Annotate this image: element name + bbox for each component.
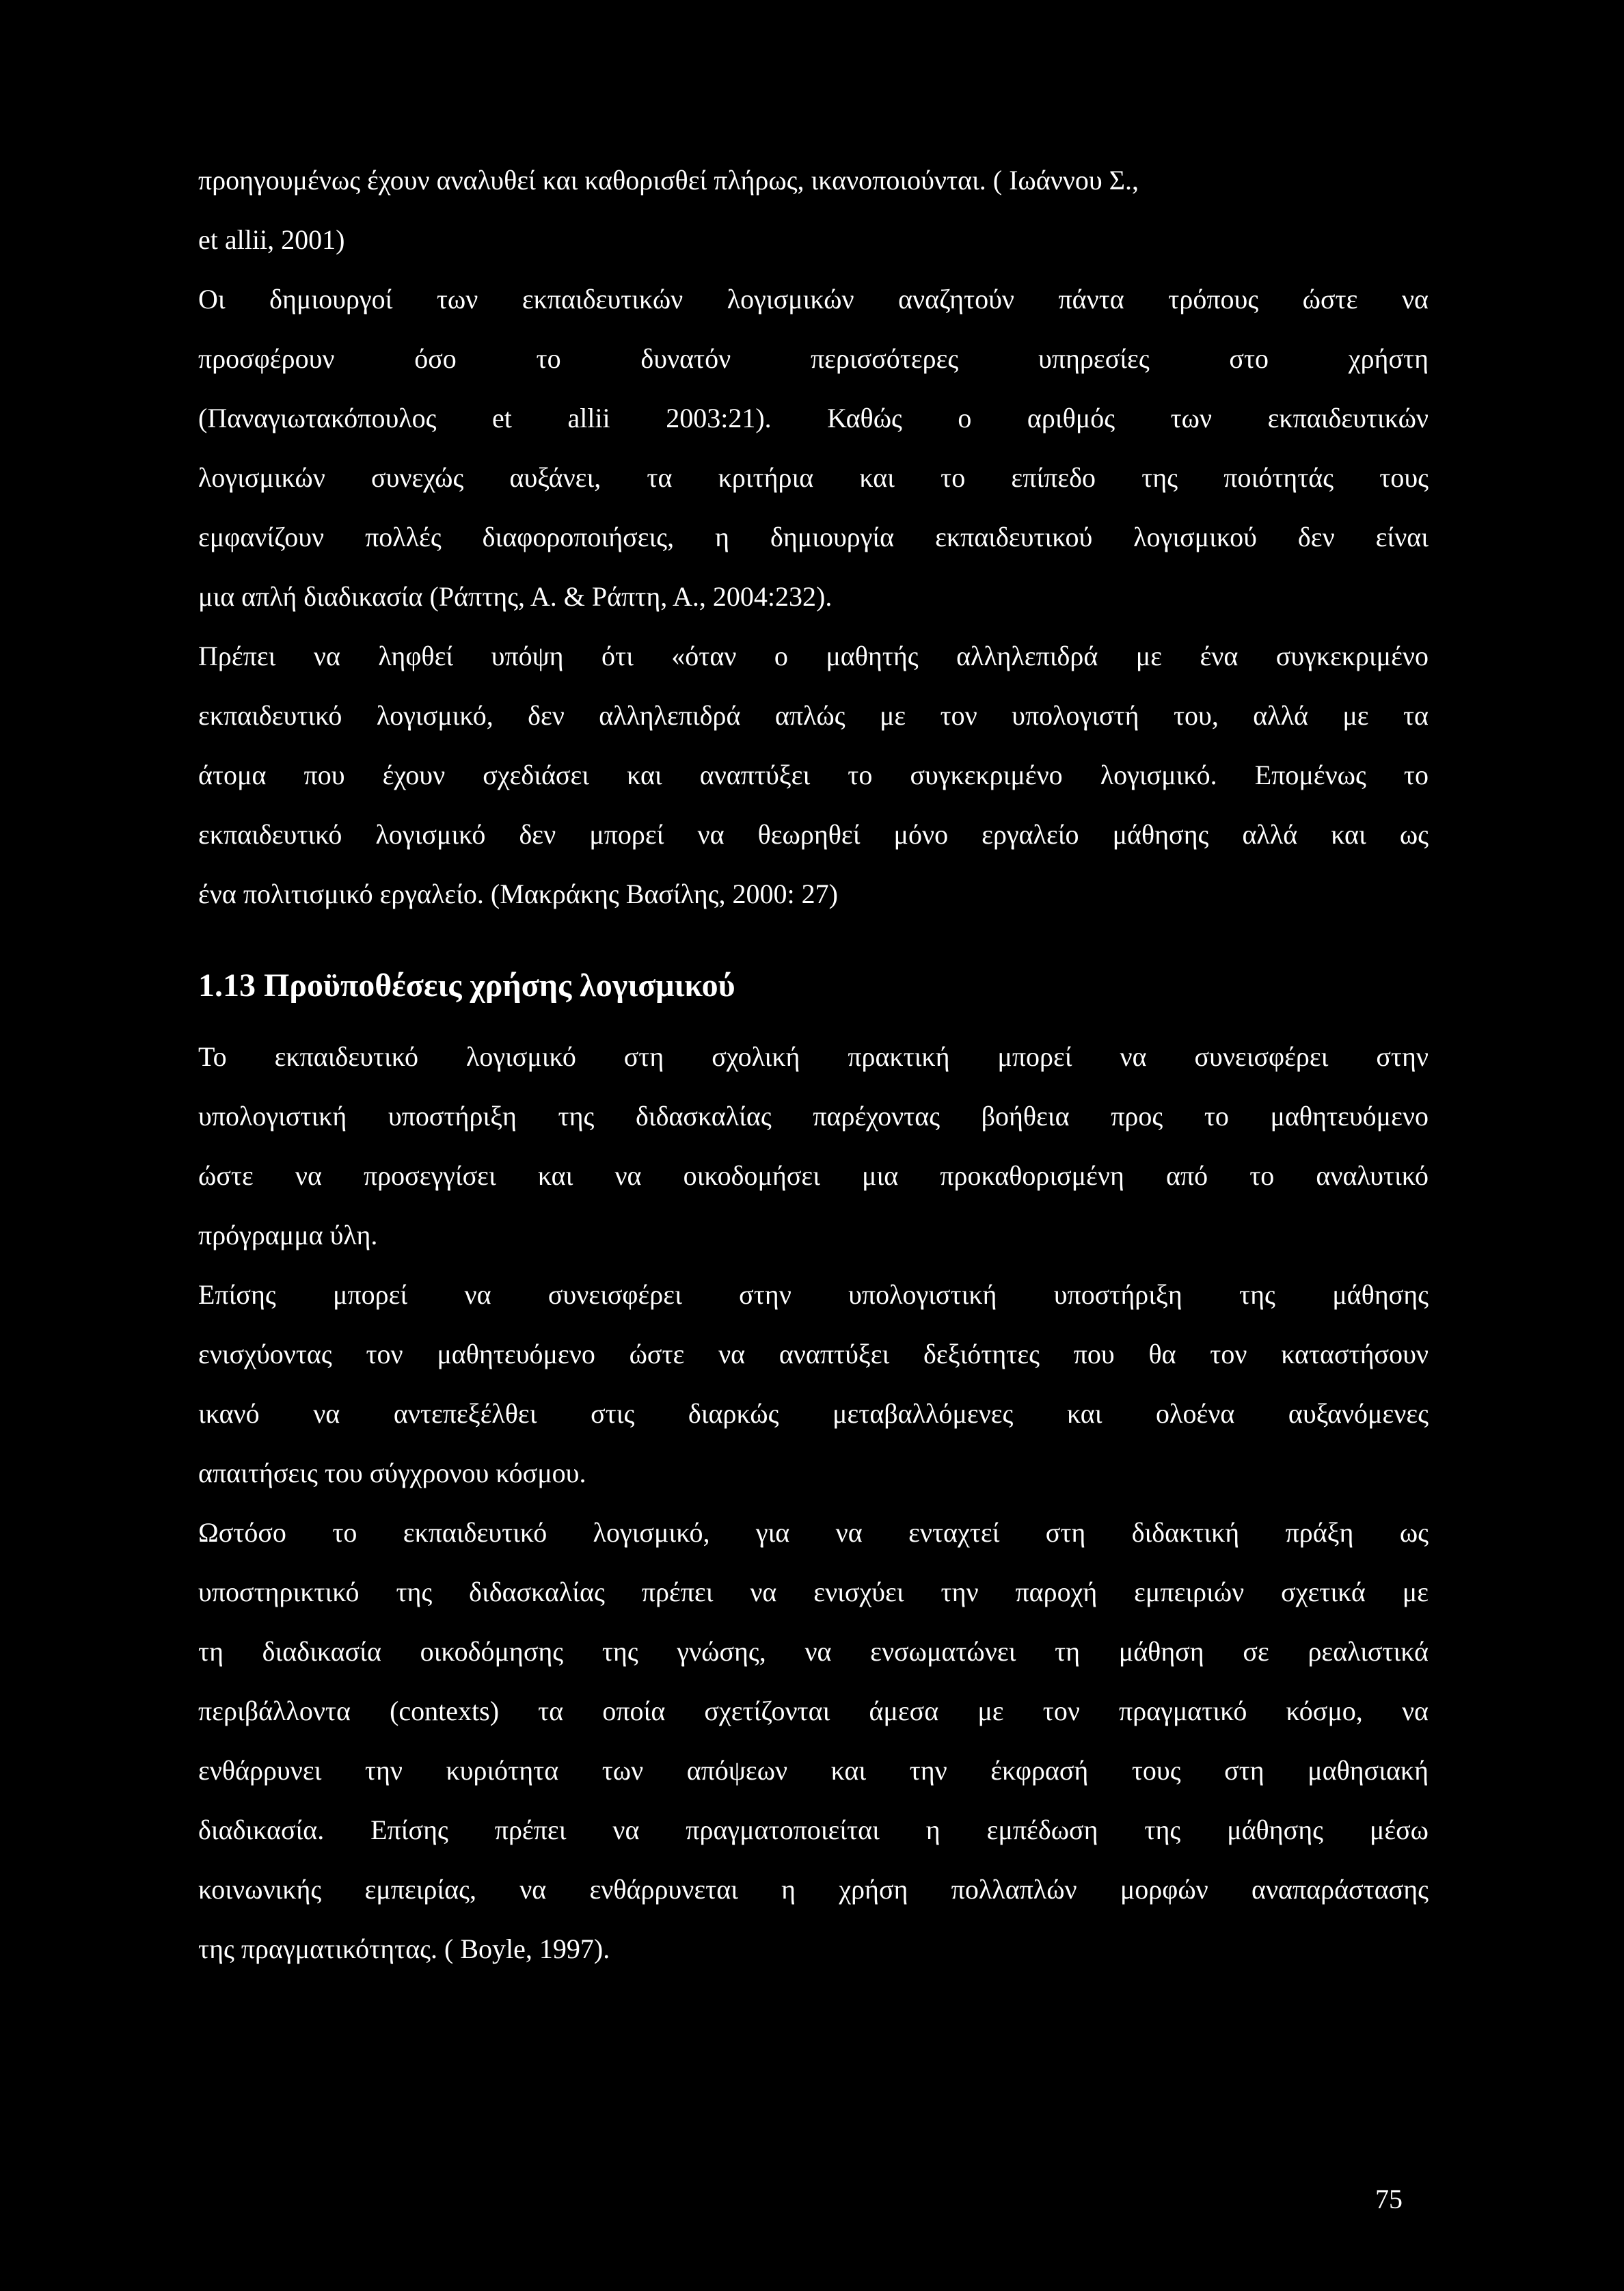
text-line: εκπαιδευτικό λογισμικό δεν μπορεί να θεωρηθεί μόνο εργαλείο μάθησης αλλά και ως	[198, 819, 1429, 850]
text-line: υποστηρικτικό της διδασκαλίας πρέπει να ενισχύει την παροχή εμπειριών σχετικά με	[198, 1577, 1429, 1607]
text-line: περιβάλλοντα (contexts) τα οποία σχετίζονται άμεσα με τον πραγματικό κόσμο, να	[198, 1696, 1429, 1726]
text-line: Επίσης μπορεί να συνεισφέρει στην υπολογιστική υποστήριξη της μάθησης	[198, 1279, 1429, 1310]
text-line: ενθάρρυνει την κυριότητα των απόψεων και την έκφρασή τους στη μαθησιακή	[198, 1755, 1429, 1786]
text-line: πρόγραμμα ύλη.	[198, 1220, 378, 1250]
text-line: Οι δημιουργοί των εκπαιδευτικών λογισμικών αναζητούν πάντα τρόπους ώστε να	[198, 284, 1429, 314]
text-line: της πραγματικότητας. ( Boyle, 1997).	[198, 1933, 610, 1964]
text-line: εμφανίζουν πολλές διαφοροποιήσεις, η δημιουργία εκπαιδευτικού λογισμικού δεν είναι	[198, 522, 1429, 552]
text-line: μια απλή διαδικασία (Ράπτης, Α. & Ράπτη, Α., 2004:232).	[198, 581, 833, 612]
text-line: ενισχύοντας τον μαθητευόμενο ώστε να αναπτύξει δεξιότητες που θα τον καταστήσουν	[198, 1339, 1429, 1369]
text-line: ικανό να αντεπεξέλθει στις διαρκώς μεταβαλλόμενες και ολοένα αυξανόμενες	[198, 1398, 1429, 1429]
text-line: Το εκπαιδευτικό λογισμικό στη σχολική πρακτική μπορεί να συνεισφέρει στην	[198, 1041, 1429, 1072]
text-line: ένα πολιτισμικό εργαλείο. (Μακράκης Βασίλης, 2000: 27)	[198, 879, 838, 909]
text-line: λογισμικών συνεχώς αυξάνει, τα κριτήρια και το επίπεδο της ποιότητάς τους	[198, 462, 1429, 493]
text-line: et allii, 2001)	[198, 224, 345, 255]
text-line: (Παναγιωτακόπουλος et allii 2003:21). Καθώς ο αριθμός των εκπαιδευτικών	[198, 403, 1429, 433]
text-line: ώστε να προσεγγίσει και να οικοδομήσει μια προκαθορισμένη από το αναλυτικό	[198, 1160, 1429, 1191]
text-line: υπολογιστική υποστήριξη της διδασκαλίας παρέχοντας βοήθεια προς το μαθητευόμενο	[198, 1101, 1429, 1131]
text-line: άτομα που έχουν σχεδιάσει και αναπτύξει το συγκεκριμένο λογισμικό. Επομένως το	[198, 760, 1429, 790]
text-line: εκπαιδευτικό λογισμικό, δεν αλληλεπιδρά απλώς με τον υπολογιστή του, αλλά με τα	[198, 700, 1429, 731]
text-line: Πρέπει να ληφθεί υπόψη ότι «όταν ο μαθητής αλληλεπιδρά με ένα συγκεκριμένο	[198, 641, 1429, 671]
text-line: κοινωνικής εμπειρίας, να ενθάρρυνεται η χρήση πολλαπλών μορφών αναπαράστασης	[198, 1874, 1429, 1905]
text-line: τη διαδικασία οικοδόμησης της γνώσης, να ενσωματώνει τη μάθηση σε ρεαλιστικά	[198, 1636, 1429, 1667]
section-heading: 1.13 Προϋποθέσεις χρήσης λογισμικού	[198, 967, 735, 1004]
page-number: 75	[1375, 2184, 1403, 2214]
body-text-bottom	[198, 1027, 1429, 1979]
body-text-top	[198, 150, 1429, 924]
text-line: προσφέρουν όσο το δυνατόν περισσότερες υπηρεσίες στο χρήστη	[198, 343, 1429, 374]
text-line: διαδικασία. Επίσης πρέπει να πραγματοποιείται η εμπέδωση της μάθησης μέσω	[198, 1814, 1429, 1845]
text-line: προηγουμένως έχουν αναλυθεί και καθορισθεί πλήρως, ικανοποιούνται. ( Ιωάννου Σ.,	[198, 165, 1139, 196]
text-line: απαιτήσεις του σύγχρονου κόσμου.	[198, 1458, 586, 1488]
text-line: Ωστόσο το εκπαιδευτικό λογισμικό, για να ενταχτεί στη διδακτική πράξη ως	[198, 1517, 1429, 1548]
